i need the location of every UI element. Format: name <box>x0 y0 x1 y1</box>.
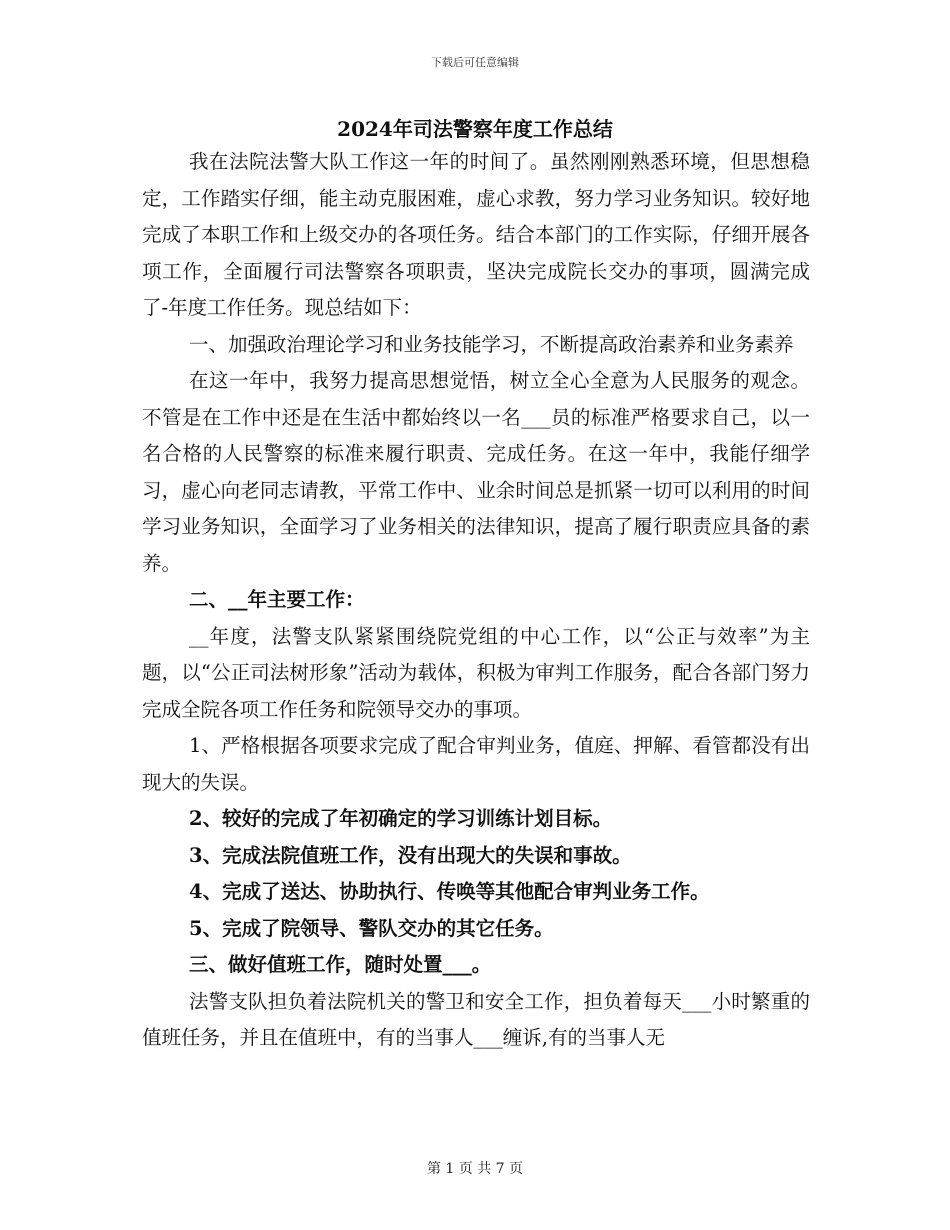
section-heading-3: 三、做好值班工作，随时处置___。 <box>189 953 492 976</box>
list-item-5: 5、完成了院领导、警队交办的其它任务。 <box>189 916 554 940</box>
paragraph-intro: 我在法院法警大队工作这一年的时间了。虽然刚刚熟悉环境，但思想稳定，工作踏实仔细，能主动克服困难，虚心求教，努力学习业务知识。较好地完成了本职工作和上级交办的各项任务。结合本部门的工作实际，仔细开展各项工作，全面履行司法警察各项职责，坚决完成院长交办的事项，圆满完成了-年度工作任务。现总结如下： <box>142 150 810 319</box>
list-item-2: 2、较好的完成了年初确定的学习训练计划目标。 <box>189 807 613 830</box>
section-heading-2: 二、__年主要工作： <box>189 588 365 611</box>
paragraph-section-3: 法警支队担负着法院机关的警卫和安全工作，担负着每天___小时繁重的值班任务，并且在值班中，有的当事人___缠诉,有的当事人无 <box>142 989 810 1049</box>
paragraph-section-2: __年度，法警支队紧紧围绕院党组的中心工作，以“公正与效率”为主题，以“公正司法树形象”活动为载体，积极为审判工作服务，配合各部门努力完成全院各项工作任务和院领导交办的事项。 <box>142 624 810 721</box>
section-heading-1: 一、加强政治理论学习和业务技能学习，不断提高政治素养和业务素养 <box>189 332 794 356</box>
list-item-4: 4、完成了送达、协助执行、传唤等其他配合审判业务工作。 <box>189 880 710 903</box>
page-footer-number: 第 1 页 共 7 页 <box>426 1161 524 1177</box>
document-title: 2024年司法警察年度工作总结 <box>337 117 613 141</box>
page-header-note: 下载后可任意编辑 <box>431 56 519 69</box>
list-item-3: 3、完成法院值班工作，没有出现大的失误和事故。 <box>189 843 632 867</box>
paragraph-section-1: 在这一年中，我努力提高思想觉悟，树立全心全意为人民服务的观念。不管是在工作中还是在生活中都始终以一名___员的标准严格要求自己，以一名合格的人民警察的标准来履行职责、完成任务。在这一年中，我能仔细学习，虚心向老同志请教，平常工作中、业余时间总是抓紧一切可以利用的时间学习业务知识，全面学习了业务相关的法律知识，提高了履行职责应具备的素养。 <box>142 369 810 575</box>
list-item-1: 1、严格根据各项要求完成了配合审判业务，值庭、押解、看管都没有出现大的失误。 <box>142 734 810 794</box>
document-body <box>142 144 810 1057</box>
